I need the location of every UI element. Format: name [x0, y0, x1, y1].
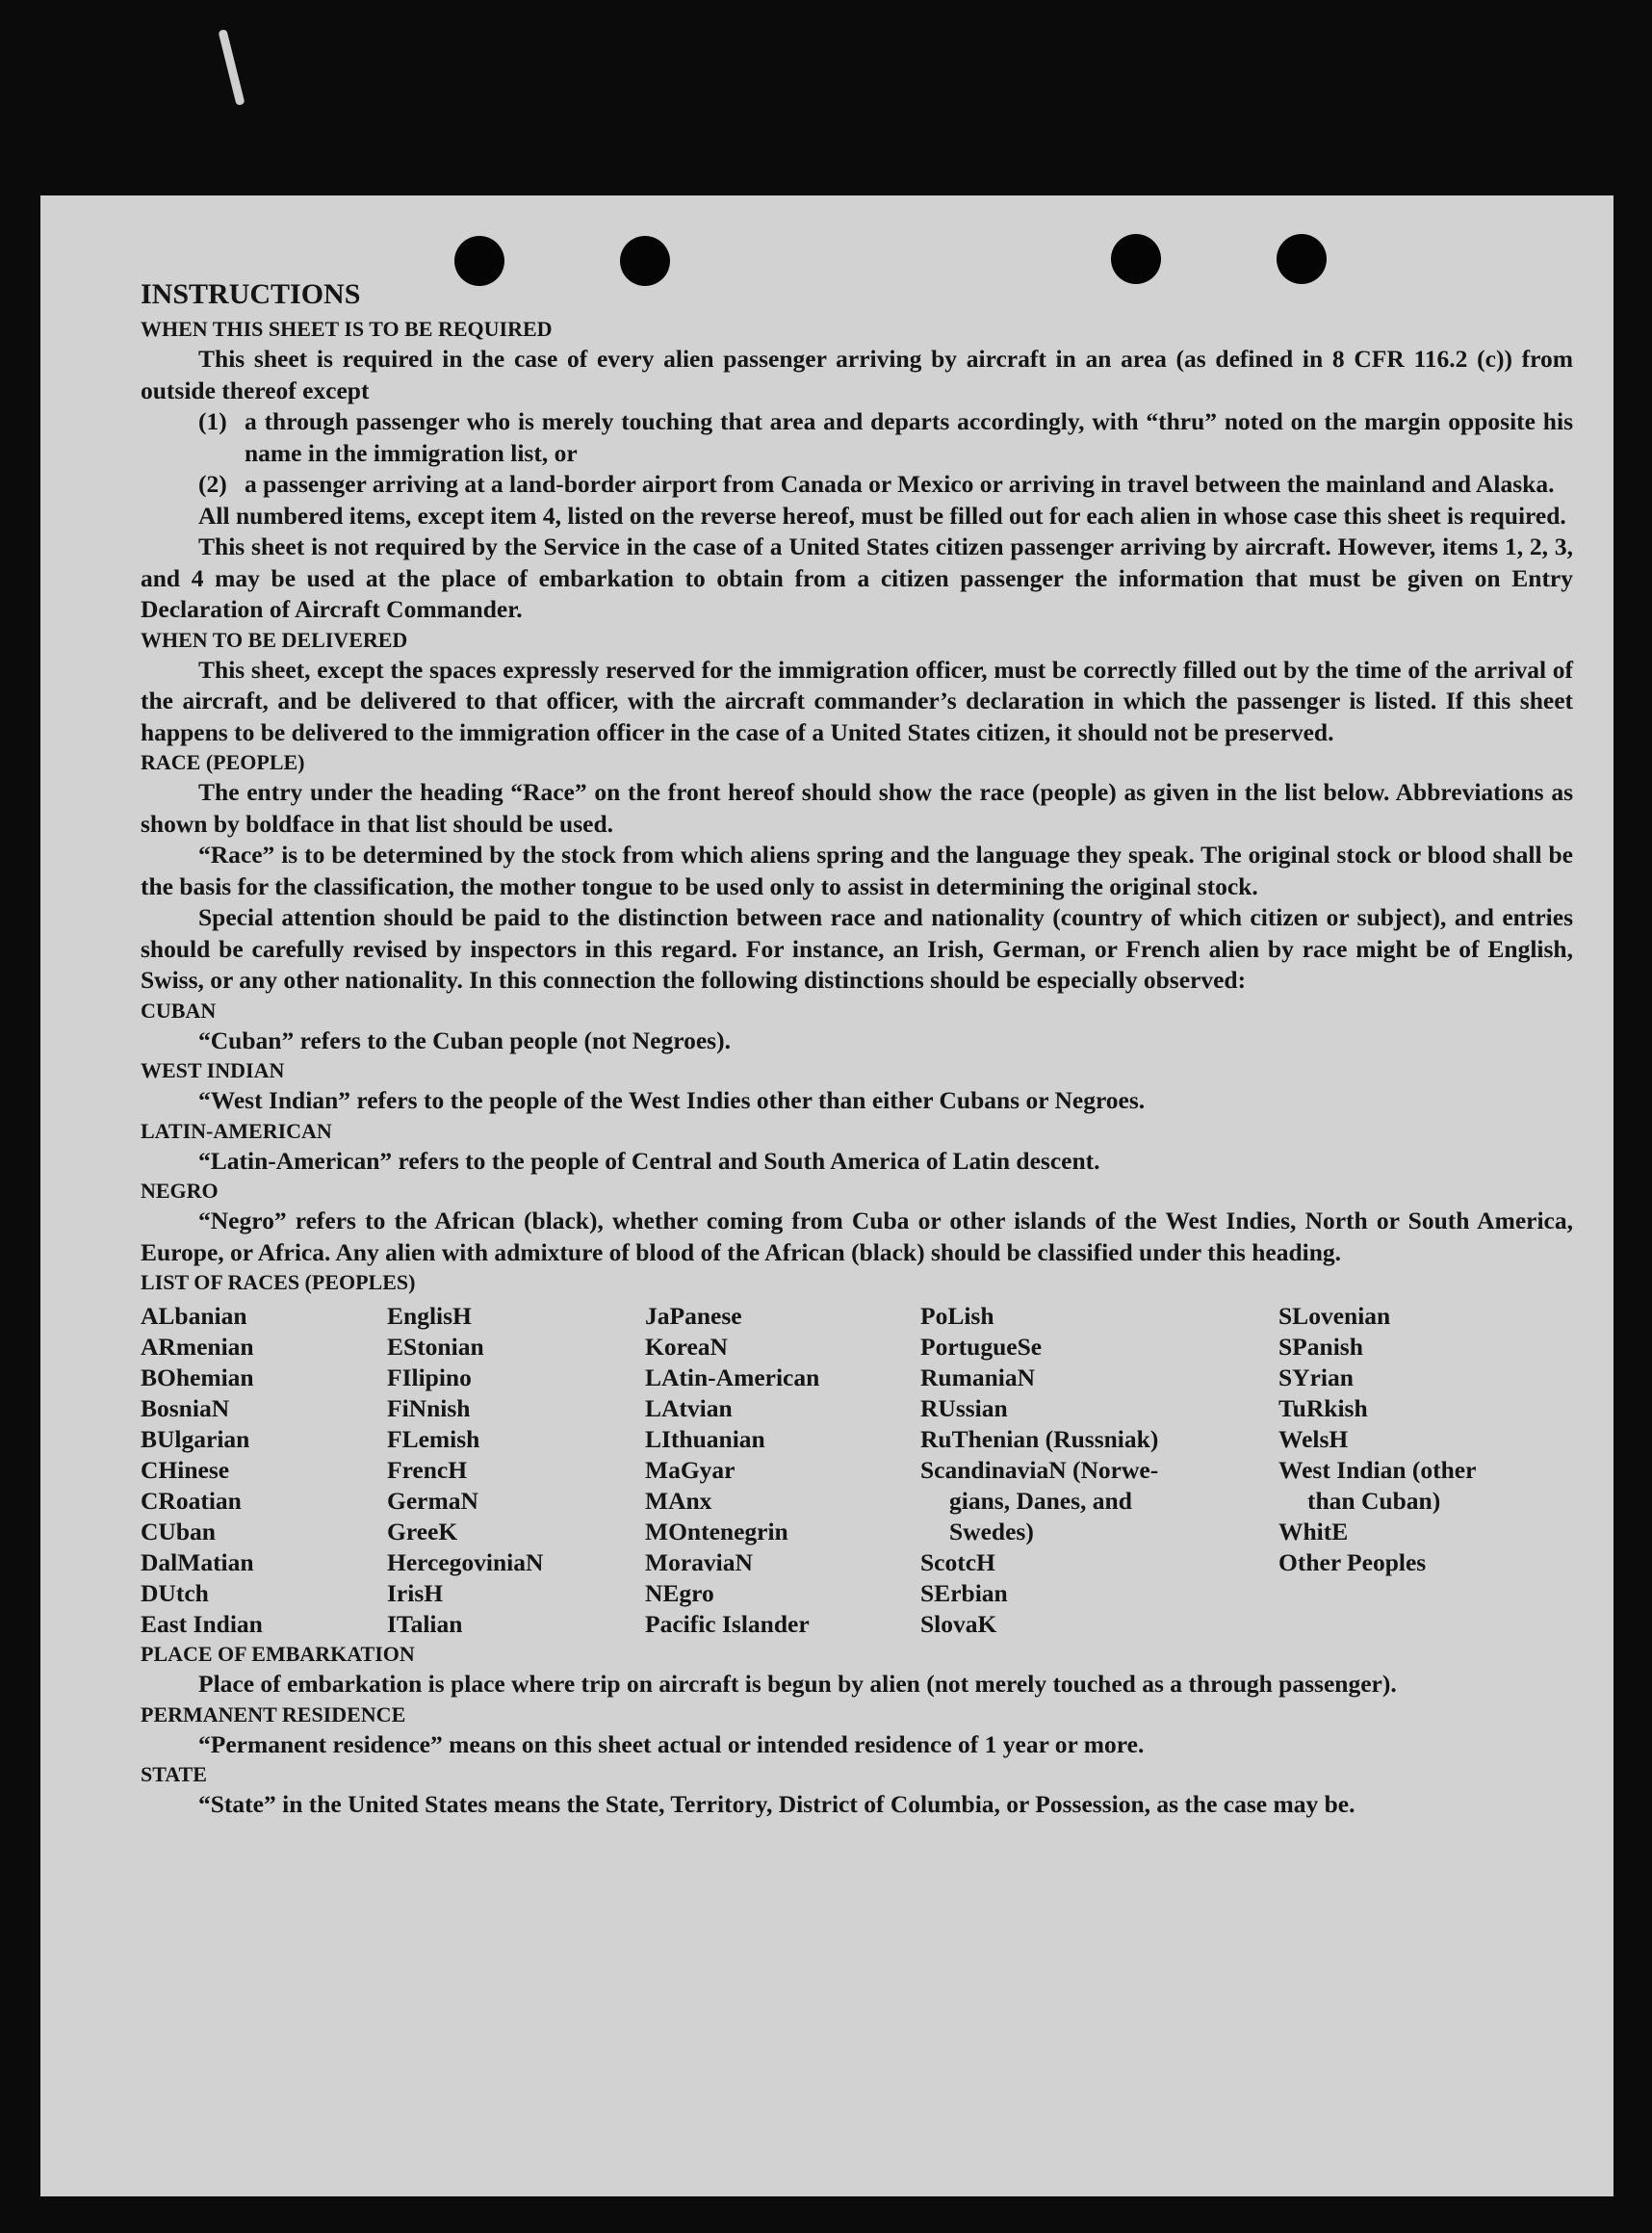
race-item: NEgro — [645, 1579, 714, 1607]
race-item: SErbian — [920, 1579, 1008, 1607]
race-item: RUssian — [920, 1394, 1008, 1422]
section-heading-west-indian: WEST INDIAN — [141, 1058, 285, 1082]
section-heading-delivered: WHEN TO BE DELIVERED — [141, 627, 408, 652]
scan-artifact-mark — [218, 29, 245, 106]
paragraph: This sheet is required in the case of every alien passenger arriving by aircraft in an area (as defined in 8 CFR 116.2 (c)) from outside thereof except — [141, 345, 1573, 404]
races-column-1 — [141, 1301, 387, 1640]
race-item: ScotcH — [920, 1548, 995, 1576]
race-item: KoreaN — [645, 1333, 728, 1361]
race-item: SPanish — [1278, 1333, 1363, 1361]
race-item: BOhemian — [141, 1363, 254, 1391]
paragraph: “West Indian” refers to the people of the West Indies other than either Cubans or Negroes. — [198, 1086, 1146, 1114]
race-item: JaPanese — [645, 1302, 742, 1330]
race-item: TuRkish — [1278, 1394, 1368, 1422]
race-item: FrencH — [387, 1456, 468, 1484]
races-column-2 — [387, 1301, 645, 1640]
race-item: East Indian — [141, 1610, 263, 1638]
race-item: DUtch — [141, 1579, 209, 1607]
race-item: GreeK — [387, 1518, 458, 1545]
race-item: LIthuanian — [645, 1425, 765, 1453]
race-item: CHinese — [141, 1456, 230, 1484]
race-item: EnglisH — [387, 1302, 472, 1330]
item-number: (1) — [198, 407, 227, 435]
paragraph: “Permanent residence” means on this sheet actual or intended residence of 1 year or more. — [198, 1729, 1145, 1758]
races-column-5 — [1278, 1301, 1538, 1640]
race-item: HercegoviniaN — [387, 1548, 544, 1576]
race-item: West Indian (other — [1278, 1456, 1477, 1484]
paragraph: “State” in the United States means the State, Territory, District of Columbia, or Possession, as the case may be. — [198, 1790, 1355, 1818]
race-item: LAtvian — [645, 1394, 733, 1422]
race-item: SLovenian — [1278, 1302, 1391, 1330]
list-item — [141, 469, 1573, 501]
race-item: DalMatian — [141, 1548, 254, 1576]
item-number: (2) — [198, 470, 227, 498]
races-column-4 — [920, 1301, 1278, 1640]
race-item: FLemish — [387, 1425, 480, 1453]
race-item: LAtin-American — [645, 1363, 820, 1391]
race-item: SlovaK — [920, 1610, 997, 1638]
race-item: PortugueSe — [920, 1333, 1043, 1361]
section-heading-residence: PERMANENT RESIDENCE — [141, 1701, 406, 1727]
paragraph: Place of embarkation is place where trip on aircraft is begun by alien (not merely touched as a through passenger). — [198, 1670, 1397, 1698]
races-list — [141, 1301, 1573, 1640]
race-item-continued: Swedes) — [949, 1518, 1034, 1545]
race-item-continued: gians, Danes, and — [949, 1487, 1132, 1515]
paragraph: “Cuban” refers to the Cuban people (not Negroes). — [198, 1026, 731, 1054]
instructions-body — [141, 274, 1573, 1821]
race-item: SYrian — [1278, 1363, 1354, 1391]
section-heading-cuban: CUBAN — [141, 998, 217, 1023]
race-item: WelsH — [1278, 1425, 1349, 1453]
race-item: CUban — [141, 1518, 216, 1545]
paragraph: “Race” is to be determined by the stock from which aliens spring and the language they speak. The original stock or blood shall be the basis for the classification, the mother tongue to be used only to assist in determining the original stock. — [141, 841, 1573, 900]
race-item: BUlgarian — [141, 1425, 250, 1453]
race-item: WhitE — [1278, 1518, 1349, 1545]
page-title: INSTRUCTIONS — [141, 278, 361, 310]
race-item: BosniaN — [141, 1394, 230, 1422]
race-item: ALbanian — [141, 1302, 247, 1330]
paragraph: Special attention should be paid to the distinction between race and nationality (country of which citizen or subject), and entries should be carefully revised by inspectors in this regard. For instance, an Irish, German, or French alien by race might be of English, Swiss, or any other nationality. In this connection the following distinctions should be especially observed: — [141, 903, 1573, 994]
race-item: ITalian — [387, 1610, 463, 1638]
item-text: a passenger arriving at a land-border airport from Canada or Mexico or arriving in travel between the mainland and Alaska. — [245, 470, 1555, 498]
list-item — [141, 406, 1573, 469]
race-item: EStonian — [387, 1333, 484, 1361]
race-item: MoraviaN — [645, 1548, 753, 1576]
race-item: Other Peoples — [1278, 1548, 1427, 1576]
section-heading-race: RACE (PEOPLE) — [141, 750, 305, 774]
race-item: IrisH — [387, 1579, 444, 1607]
race-item: MAnx — [645, 1487, 712, 1515]
item-text: a through passenger who is merely touching that area and departs accordingly, with “thru” noted on the margin opposite his name in the immigration list, or — [245, 407, 1573, 467]
race-item: FiNnish — [387, 1394, 471, 1422]
race-item: FIlipino — [387, 1363, 472, 1391]
race-item: ARmenian — [141, 1333, 254, 1361]
paragraph: The entry under the heading “Race” on the front hereof should show the race (people) as given in the list below. Abbreviations as shown by boldface in that list should be used. — [141, 778, 1573, 838]
race-item: CRoatian — [141, 1487, 242, 1515]
race-item: ScandinaviaN (Norwe- — [920, 1456, 1159, 1484]
race-item: Pacific Islander — [645, 1610, 810, 1638]
race-item-continued: than Cuban) — [1307, 1487, 1441, 1515]
race-item: MOntenegrin — [645, 1518, 788, 1545]
race-item: RumaniaN — [920, 1363, 1036, 1391]
section-heading-state: STATE — [141, 1762, 207, 1786]
section-heading-races-list: LIST OF RACES (PEOPLES) — [141, 1270, 416, 1294]
section-heading-negro: NEGRO — [141, 1179, 219, 1203]
section-heading-required: WHEN THIS SHEET IS TO BE REQUIRED — [141, 317, 553, 341]
race-item: MaGyar — [645, 1456, 736, 1484]
paragraph: This sheet is not required by the Service in the case of a United States citizen passenger arriving by aircraft. However, items 1, 2, 3, and 4 may be used at the place of embarkation to obtain from a citizen passenger the information that must be given on Entry Declaration of Aircraft Commander. — [141, 532, 1573, 623]
race-item: GermaN — [387, 1487, 478, 1515]
race-item: PoLish — [920, 1302, 994, 1330]
section-heading-embarkation: PLACE OF EMBARKATION — [141, 1642, 415, 1666]
paragraph: “Negro” refers to the African (black), whether coming from Cuba or other islands of the West Indies, North or South America, Europe, or Africa. Any alien with admixture of blood of the African (black) should be classified under this heading. — [141, 1207, 1573, 1266]
paragraph: This sheet, except the spaces expressly reserved for the immigration officer, must be correctly filled out by the time of the arrival of the aircraft, and be delivered to that officer, with the aircraft commander’s declaration in which the passenger is listed. If this sheet happens to be delivered to the immigration officer in the case of a United States citizen, it should not be preserved. — [141, 655, 1573, 746]
section-heading-latin-american: LATIN-AMERICAN — [141, 1118, 332, 1143]
race-item: RuThenian (Russniak) — [920, 1425, 1159, 1453]
document-page — [40, 195, 1613, 2196]
paragraph: “Latin-American” refers to the people of Central and South America of Latin descent. — [198, 1146, 1100, 1175]
paragraph: All numbered items, except item 4, listed on the reverse hereof, must be filled out for each alien in whose case this sheet is required. — [198, 501, 1566, 530]
races-column-3 — [645, 1301, 920, 1640]
